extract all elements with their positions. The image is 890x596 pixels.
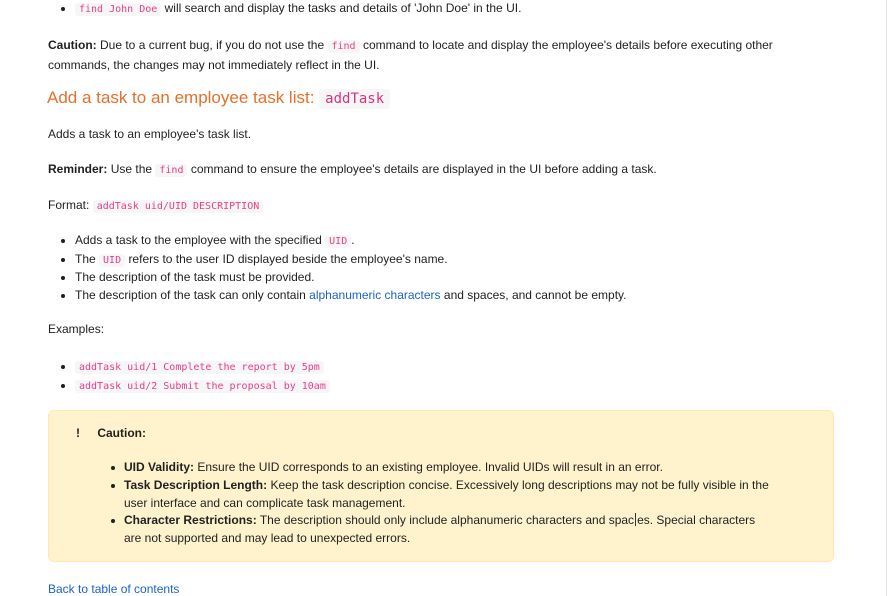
examples-label: Examples: — [48, 322, 105, 336]
list-item-text: The description of the task must be provided. — [75, 270, 315, 285]
example-code: addTask uid/2 Submit the proposal by 10am — [75, 380, 330, 393]
scrollbar-track[interactable] — [886, 0, 887, 596]
list-item-text: The — [75, 251, 96, 266]
list-item — [48, 377, 330, 396]
item-text: es. Special characters — [637, 513, 756, 528]
list-item — [48, 269, 626, 287]
list-item — [49, 459, 819, 477]
caution-label: Caution: — [48, 38, 97, 52]
search-example-list — [48, 0, 521, 19]
inline-code: find John Doe — [75, 3, 161, 16]
inline-code: find — [328, 40, 360, 53]
item-text-line2: user interface and can complicate task management. — [124, 495, 406, 510]
caution-box — [48, 410, 834, 562]
reminder-text: Use the — [110, 162, 153, 176]
item-text: Ensure the UID corresponds to an existing employee. Invalid UIDs will result in an error. — [197, 460, 663, 474]
caution-text: command to locate and display the employee's details before executing other — [362, 38, 773, 52]
item-text-line2: are not supported and may lead to unexpected errors. — [124, 531, 411, 546]
list-item-text: refers to the user ID displayed beside the employee's name. — [128, 251, 448, 266]
list-item-text: The description of the task can only contain — [75, 287, 306, 302]
inline-code: find — [155, 164, 187, 177]
back-to-toc-link[interactable]: Back to table of contents — [48, 582, 180, 596]
list-item-text: . — [351, 233, 355, 247]
reminder-text: command to ensure the employee's details are displayed in the UI before adding a task. — [190, 162, 657, 176]
list-item — [49, 477, 819, 513]
reminder-paragraph — [48, 162, 657, 176]
details-list — [48, 232, 626, 304]
caution-text: Due to a current bug, if you do not use the — [100, 38, 325, 52]
inline-code: UID — [325, 235, 351, 248]
examples-list — [48, 358, 330, 395]
caution-paragraph — [48, 36, 773, 74]
list-item — [48, 251, 626, 270]
list-item — [49, 512, 819, 548]
caution-text-line2: commands, the changes may not immediately reflect in the UI. — [48, 58, 380, 72]
format-code: addTask uid/UID DESCRIPTION — [93, 200, 264, 213]
item-text: Keep the task description concise. Excessively long descriptions may not be fully visible in the — [270, 477, 769, 492]
item-label: Task Description Length: — [124, 477, 268, 492]
heading-code: addTask — [319, 89, 390, 109]
format-paragraph — [48, 198, 263, 212]
caution-box-title: Caution: — [97, 426, 146, 440]
text-cursor — [635, 513, 636, 526]
intro-paragraph: Adds a task to an employee's task list. — [48, 127, 252, 141]
inline-code: UID — [99, 254, 125, 267]
list-item — [48, 358, 330, 377]
caution-box-header — [76, 426, 146, 440]
example-code: addTask uid/1 Complete the report by 5pm — [75, 361, 324, 374]
item-label: Character Restrictions: — [124, 513, 257, 528]
item-text: The description should only include alphanumeric characters and spac — [259, 513, 635, 528]
list-item — [48, 0, 521, 19]
list-item — [48, 232, 626, 251]
heading-text: Add a task to an employee task list: — [47, 88, 315, 107]
list-item — [48, 287, 626, 305]
caution-box-list — [49, 459, 819, 548]
item-label: UID Validity: — [124, 460, 195, 474]
alphanumeric-link[interactable]: alphanumeric characters — [309, 287, 441, 302]
list-item-text: will search and display the tasks and details of 'John Doe' in the UI. — [164, 1, 522, 15]
exclamation-icon: ! — [76, 426, 80, 440]
format-label: Format: — [48, 198, 90, 212]
list-item-text: Adds a task to the employee with the specified — [75, 233, 322, 247]
reminder-label: Reminder: — [48, 162, 108, 176]
section-heading — [47, 88, 390, 108]
list-item-text: and spaces, and cannot be empty. — [443, 287, 627, 302]
